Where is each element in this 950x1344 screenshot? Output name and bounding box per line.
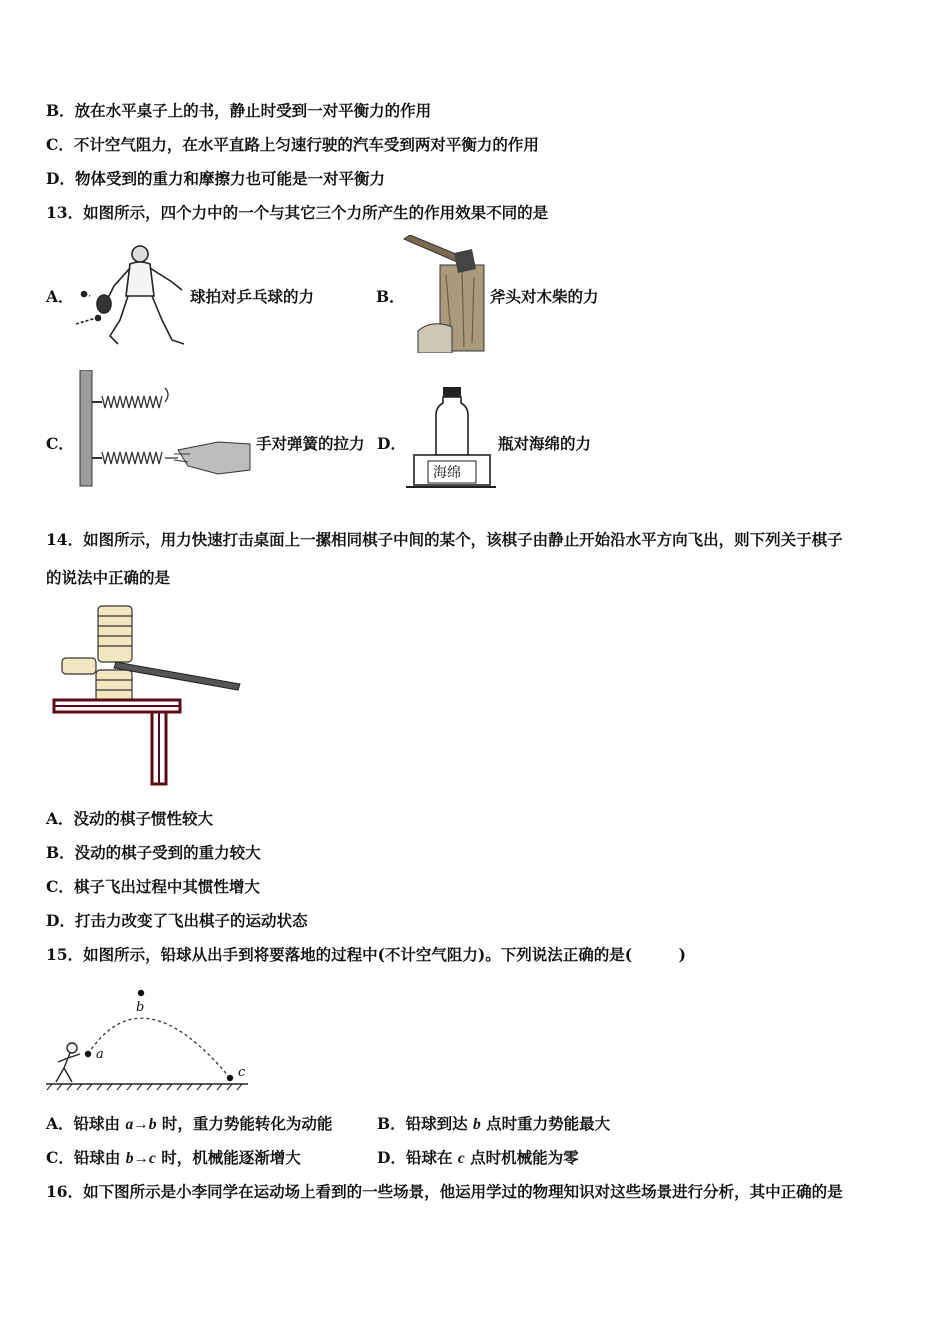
q14-option-c: C．棋子飞出过程中其惯性增大 xyxy=(46,877,260,896)
q13-a-caption: 球拍对乒乓球的力 xyxy=(190,287,315,306)
q13-b-caption: 斧头对木柴的力 xyxy=(490,287,599,306)
spring-pull-figure xyxy=(78,370,254,488)
q15-stem: 15．如图所示，铅球从出手到将要落地的过程中(不计空气阻力)。下列说法正确的是( ) xyxy=(46,945,686,964)
q12-option-d: D．物体受到的重力和摩擦力也可能是一对平衡力 xyxy=(46,169,385,188)
q14-stem-line2: 的说法中正确的是 xyxy=(46,568,171,587)
q13-b-letter: B． xyxy=(376,287,405,306)
table-tennis-player-figure xyxy=(74,240,192,352)
axe-chopping-wood-figure xyxy=(402,235,494,353)
q13-d-letter: D． xyxy=(377,434,406,453)
q12-option-b: B．放在水平桌子上的书，静止时受到一对平衡力的作用 xyxy=(46,101,432,120)
q15-option-b: B．铅球到达 b 点时重力势能最大 xyxy=(377,1114,611,1133)
q13-a-letter: A． xyxy=(46,287,74,306)
q13-d-caption: 瓶对海绵的力 xyxy=(498,434,592,453)
q15-option-d: D．铅球在 c 点时机械能为零 xyxy=(377,1148,579,1167)
q13-c-letter: C． xyxy=(46,434,74,453)
q16-stem: 16．如下图所示是小李同学在运动场上看到的一些场景，他运用学过的物理知识对这些场景进行分析，其中正确的是 xyxy=(46,1182,843,1201)
sponge-label: 海绵 xyxy=(433,465,461,481)
chess-pieces-stack-figure xyxy=(52,600,246,786)
q14-option-d: D．打击力改变了飞出棋子的运动状态 xyxy=(46,911,308,930)
q12-option-c: C．不计空气阻力，在水平直路上匀速行驶的汽车受到两对平衡力的作用 xyxy=(46,135,539,154)
point-a-label: a xyxy=(96,1047,104,1062)
q14-stem-line1: 14．如图所示，用力快速打击桌面上一摞相同棋子中间的某个，该棋子由静止开始沿水平方向飞出，则下列关于棋子 xyxy=(46,530,843,549)
point-b-label: b xyxy=(136,1000,145,1015)
shot-put-trajectory-figure xyxy=(44,982,250,1092)
q13-c-caption: 手对弹簧的拉力 xyxy=(256,434,365,453)
q13-stem: 13．如图所示，四个力中的一个与其它三个力所产生的作用效果不同的是 xyxy=(46,203,549,222)
point-c-label: c xyxy=(238,1065,246,1080)
q14-option-a: A．没动的棋子惯性较大 xyxy=(46,809,214,828)
q15-option-c: C．铅球由 b→c 时，机械能逐渐增大 xyxy=(46,1148,301,1167)
q15-option-a: A．铅球由 a→b 时，重力势能转化为动能 xyxy=(46,1114,333,1133)
q14-option-b: B．没动的棋子受到的重力较大 xyxy=(46,843,261,862)
